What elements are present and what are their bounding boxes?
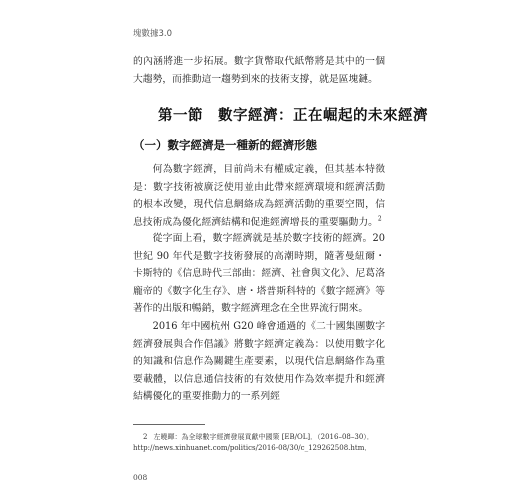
paragraph-text: 何為數字經濟，目前尚未有權威定義，但其基本特徵是：數字技術被廣泛使用並由此帶來經濟環境和經濟活動的根本改變，現代信息網絡成為經濟活動的重要空間，信息技術成為優化經濟結構和促進經濟增長的重要驅動力。 xyxy=(133,164,385,228)
footnote-url[interactable]: http://news.xinhuanet.com/politics/2016-08/30/c_129262508.htm． xyxy=(133,444,372,452)
section-title: 第一節 數字經濟：正在崛起的未來經濟 xyxy=(158,107,428,124)
paragraph-g20: 2016 年中國杭州 G20 峰會通過的《二十國集團數字經濟發展與合作倡議》將數字經濟定義為：以使用數字化的知識和信息作為關鍵生產要素，以現代信息網絡作為重要載體，以信息通信技術的有效使用作為效率提升和經濟結構優化的重要推動力的一系列經 xyxy=(133,321,385,403)
footnote-number: 2 xyxy=(143,433,148,441)
footnote-reference[interactable]: 2 xyxy=(377,215,382,223)
paragraph-history: 從字面上看，數字經濟就是基於數字技術的經濟。20 世紀 90 年代是數字技術發展的高潮時期，隨著曼紐爾・卡斯特的《信息時代三部曲：經濟、社會與文化》、尼葛洛龐帝的《數字化生存》、唐・塔普斯科特的《數字經濟》等著作的出版和暢銷，數字經濟理念在全世界流行開來。 xyxy=(133,233,385,315)
page-number: 008 xyxy=(133,473,148,482)
continuation-paragraph: 的內涵將進一步拓展。數字貨幣取代紙幣將是其中的一個大趨勢，而推動這一趨勢到來的技術支撐，就是區塊鏈。 xyxy=(133,56,385,85)
footnote-text: 左曉暉：為全球數字經濟發展貢獻中國策 [EB/OL]．（2016–08–30）． xyxy=(153,433,374,441)
paragraph-definition xyxy=(133,161,385,231)
footnote xyxy=(133,432,393,454)
footnote-line xyxy=(133,432,393,443)
running-head: 塊數據3.0 xyxy=(133,29,173,39)
subsection-title: （一）數字經濟是一種新的經濟形態 xyxy=(133,138,317,152)
footnote-divider xyxy=(133,424,205,425)
